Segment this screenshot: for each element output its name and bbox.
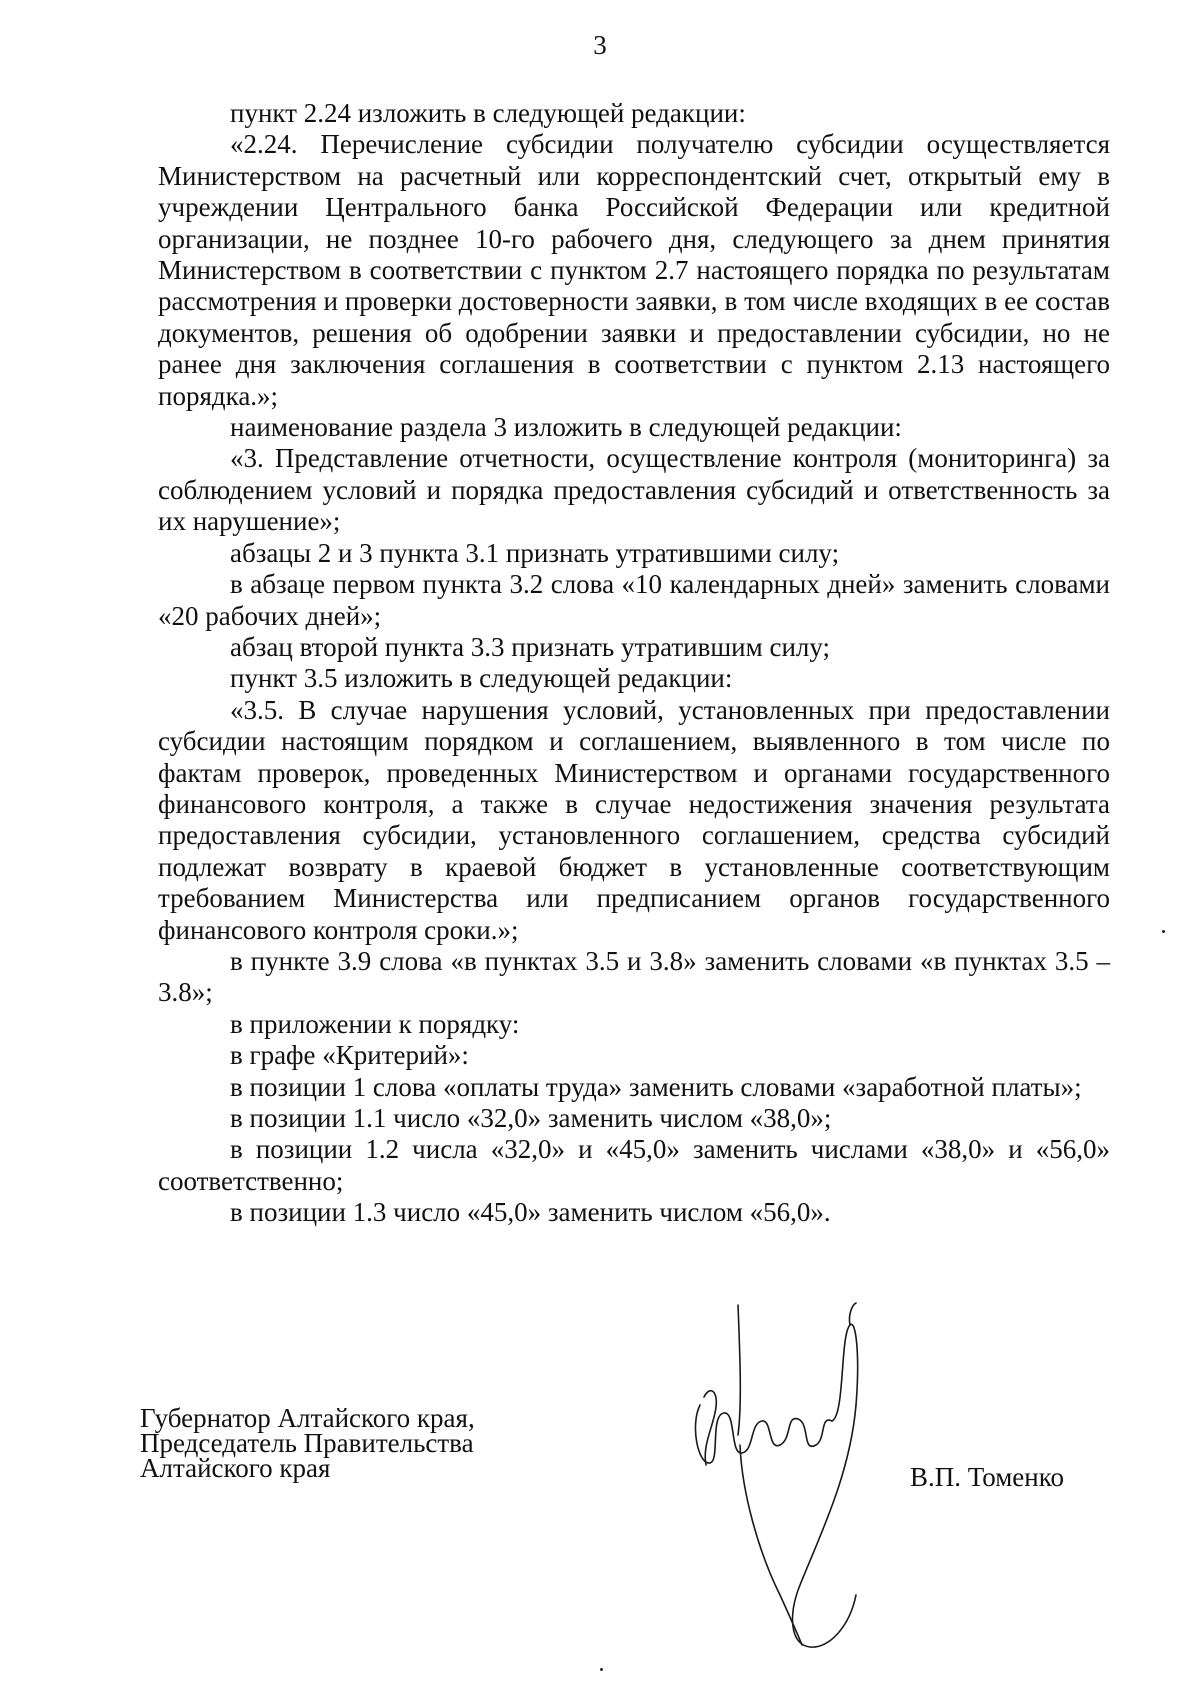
handwritten-signature bbox=[680, 1295, 910, 1665]
paragraph: в пункте 3.9 слова «в пунктах 3.5 и 3.8» заменить словами «в пунктах 3.5 – 3.8»; bbox=[158, 945, 1110, 1008]
signatory-title-line: Алтайского края bbox=[140, 1453, 331, 1483]
paragraph: абзац второй пункта 3.3 признать утратившим силу; bbox=[230, 631, 831, 662]
document-body bbox=[158, 98, 1110, 1229]
signatory-title-line: Губернатор Алтайского края, bbox=[140, 1403, 475, 1433]
paragraph: в абзаце первом пункта 3.2 слова «10 календарных дней» заменить словами «20 рабочих дней»; bbox=[158, 569, 1110, 631]
paragraph: в позиции 1.2 числа «32,0» и «45,0» заменить числами «38,0» и «56,0» соответственно; bbox=[158, 1134, 1110, 1196]
signatory-title-line: Председатель Правительства bbox=[140, 1428, 474, 1458]
paragraph: «3.5. В случае нарушения условий, установленных при предоставлении субсидии настоящим порядком и соглашением, выявленного в том числе по фактам проверок, проведенных Министерством и органами государственного финансового контроля, а также в случае недостижения значения результата предоставления субсидии, установленного соглашением, средства субсидий подлежат возврату в краевой бюджет в установленные соответствующим требованием Министерства или предписанием органов государственного финансового контроля сроки.»; bbox=[158, 694, 1110, 945]
paragraph: пункт 2.24 изложить в следующей редакции: bbox=[230, 98, 746, 128]
page-number: 3 bbox=[593, 30, 607, 60]
paragraph: «3. Представление отчетности, осуществление контроля (мониторинга) за соблюдением условий и порядка предоставления субсидий и ответственность за их нарушение»; bbox=[158, 443, 1110, 537]
signatory-title bbox=[140, 1403, 475, 1483]
scan-speck bbox=[1162, 930, 1165, 933]
paragraph: абзацы 2 и 3 пункта 3.1 признать утратившими силу; bbox=[230, 537, 840, 568]
paragraph: наименование раздела 3 изложить в следующей редакции: bbox=[230, 412, 902, 443]
scan-speck bbox=[600, 1668, 603, 1671]
paragraph: пункт 3.5 изложить в следующей редакции: bbox=[230, 663, 733, 694]
paragraph: в позиции 1.1 число «32,0» заменить числом «38,0»; bbox=[230, 1103, 832, 1133]
paragraph: «2.24. Перечисление субсидии получателю субсидии осуществляется Министерством на расчетный или корреспондентский счет, открытый ему в учреждении Центрального банка Российской Федерации или кредитной организации, не позднее 10-го рабочего дня, следующего за днем принятия Министерством в соответствии с пунктом 2.7 настоящего порядка по результатам рассмотрения и проверки достоверности заявки, в том числе входящих в ее состав документов, решения об одобрении заявки и предоставлении субсидии, но не ранее дня заключения соглашения в соответствии с пунктом 2.13 настоящего порядка.»; bbox=[158, 129, 1110, 411]
paragraph: в приложении к порядку: bbox=[230, 1008, 520, 1039]
signatory-name: В.П. Томенко bbox=[910, 1462, 1064, 1492]
paragraph: в позиции 1 слова «оплаты труда» заменить словами «заработной платы»; bbox=[230, 1071, 1082, 1102]
paragraph: в позиции 1.3 число «45,0» заменить числом «56,0». bbox=[230, 1197, 831, 1228]
paragraph: в графе «Критерий»: bbox=[230, 1040, 469, 1071]
